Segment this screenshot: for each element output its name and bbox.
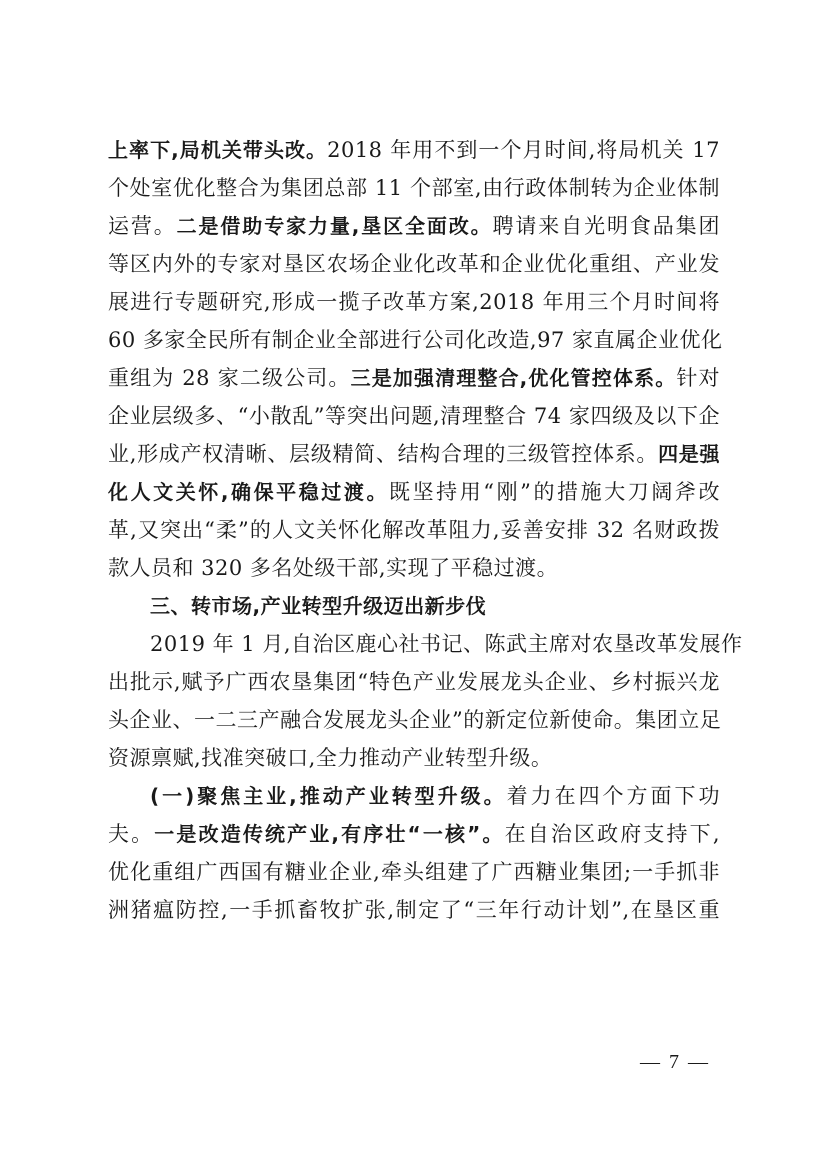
text-run: 个处室优化整合为集团总部 11 个部室,由行政体制转为企业体制 [108, 176, 720, 200]
text-line [108, 359, 720, 397]
bold-phrase: 一是改造传统产业,有序壮“一核”。 [154, 822, 505, 846]
text-line [108, 663, 720, 701]
text-line [108, 169, 720, 207]
text-run: 既坚持用“刚”的措施大刀阔斧改 [389, 480, 720, 504]
text-line [108, 701, 720, 739]
text-run: 头企业、一二三产融合发展龙头企业”的新定位新使命。集团立足 [108, 708, 722, 732]
bold-phrase: (一)聚焦主业,推动产业转型升级。 [150, 784, 507, 808]
document-body [108, 131, 743, 929]
text-line [108, 207, 720, 245]
text-run: 革,又突出“柔”的人文关怀化解改革阻力,妥善安排 32 名财政拨 [108, 518, 720, 542]
text-run: 运营。 [108, 214, 177, 238]
text-line [108, 739, 720, 777]
text-line [108, 853, 720, 891]
text-run: 优化重组广西国有糖业企业,牵头组建了广西糖业集团;一手抓非 [108, 860, 720, 884]
text-run: 出批示,赋予广西农垦集团“特色产业发展龙头企业、乡村振兴龙 [108, 670, 720, 694]
text-line [108, 815, 720, 853]
text-line [108, 283, 720, 321]
text-run: 重组为 28 家二级公司。 [108, 366, 351, 390]
text-run: 企业层级多、“小散乱”等突出问题,清理整合 74 家四级及以下企 [108, 404, 720, 428]
bold-phrase: 上率下,局机关带头改。 [108, 138, 328, 162]
text-run: 业,形成产权清晰、层级精简、结构合理的三级管控体系。 [108, 442, 659, 466]
text-line [108, 625, 743, 663]
text-line [108, 245, 720, 283]
text-run: 在自治区政府支持下, [504, 822, 720, 846]
text-line [108, 549, 720, 587]
text-run: 2018 年用不到一个月时间,将局机关 17 [327, 138, 720, 162]
text-line [108, 511, 720, 549]
text-run: 着力在四个方面下功 [506, 784, 720, 808]
bold-phrase: 三是加强清理整合,优化管控体系。 [350, 366, 677, 390]
text-line [108, 777, 720, 815]
page-number: — 7 — [640, 1051, 710, 1073]
text-line [108, 891, 720, 929]
bold-phrase: 化人文关怀,确保平稳过渡。 [108, 480, 390, 504]
text-run: 三、转市场,产业转型升级迈出新步伐 [150, 594, 487, 618]
text-line [108, 397, 720, 435]
text-line [108, 435, 720, 473]
text-run: 聘请来自光明食品集团 [492, 214, 720, 238]
text-run: 2019 年 1 月,自治区鹿心社书记、陈武主席对农垦改革发展作 [150, 632, 743, 656]
text-line [108, 131, 720, 169]
text-run: 等区内外的专家对垦区农场企业化改革和企业优化重组、产业发 [108, 252, 720, 276]
section-heading [108, 587, 720, 625]
text-line [108, 473, 720, 511]
bold-phrase: 二是借助专家力量,垦区全面改。 [176, 214, 493, 238]
text-run: 60 多家全民所有制企业全部进行公司化改造,97 家直属企业优化 [108, 328, 723, 352]
text-run: 款人员和 320 多名处级干部,实现了平稳过渡。 [108, 556, 559, 580]
text-run: 资源禀赋,找准突破口,全力推动产业转型升级。 [108, 746, 553, 770]
text-run: 夫。 [108, 822, 155, 846]
text-run: 洲猪瘟防控,一手抓畜牧扩张,制定了“三年行动计划”,在垦区重 [108, 898, 720, 922]
text-run: 针对 [676, 366, 720, 390]
text-line [108, 321, 723, 359]
text-run: 展进行专题研究,形成一揽子改革方案,2018 年用三个月时间将 [108, 290, 720, 314]
bold-phrase: 四是强 [658, 442, 720, 466]
